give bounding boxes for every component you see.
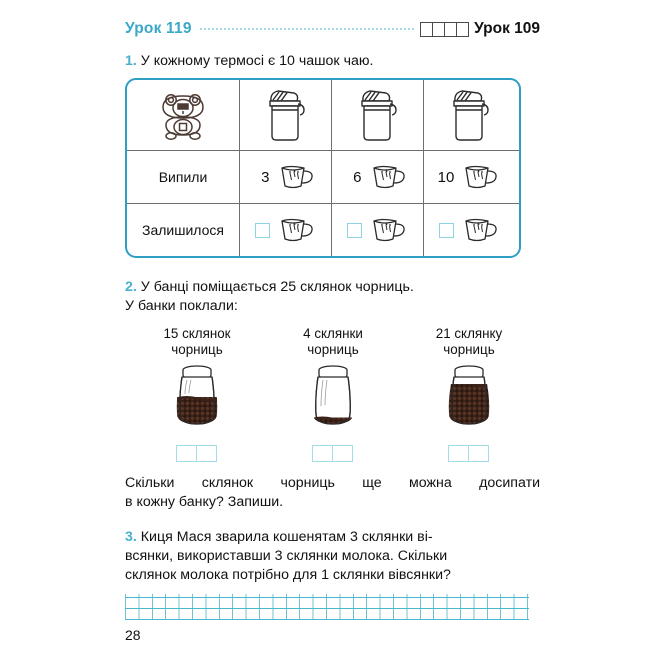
remaining-cell: [423, 204, 515, 256]
jar-illustration: [302, 362, 364, 441]
teacup-icon: [369, 214, 409, 246]
jar-label: 4 склянки чорниць: [303, 326, 363, 357]
thermos-cell: [423, 80, 515, 150]
task-1-text: [125, 52, 540, 71]
task-2-question: [125, 474, 540, 512]
header-answer-boxes: [421, 22, 469, 37]
jar-icon: [166, 362, 228, 436]
task-2-question-line2: в кожну банку? Запиши.: [125, 494, 284, 510]
page-header: [125, 0, 540, 48]
task-3-line1: Киця Мася зварила кошенятам 3 склянки ві-: [140, 529, 433, 545]
table-row: [127, 80, 519, 150]
remaining-cell: [331, 204, 423, 256]
drunk-count-cell: [423, 151, 515, 203]
lesson-number-right: Урок 109: [474, 20, 540, 37]
answer-box[interactable]: [332, 445, 353, 462]
table-row: [127, 203, 519, 256]
teacup-icon: [369, 161, 409, 193]
grid-line-middle: [125, 608, 529, 609]
answer-box[interactable]: [439, 223, 454, 238]
jars-row: [125, 326, 540, 462]
task-1-prompt: У кожному термосі є 10 чашок чаю.: [140, 53, 374, 69]
answer-box[interactable]: [448, 445, 469, 462]
jar-illustration: [438, 362, 500, 441]
answer-box[interactable]: [196, 445, 217, 462]
drunk-count-value: 6: [353, 168, 362, 186]
jar-answer-boxes: [313, 445, 352, 462]
bear-mascot-cell: [127, 80, 239, 150]
header-box[interactable]: [456, 22, 469, 37]
page-number: 28: [125, 627, 141, 643]
thermos-icon: [442, 86, 498, 144]
teacup-icon: [277, 214, 317, 246]
drunk-count-cell: [239, 151, 331, 203]
writing-grid[interactable]: [125, 594, 529, 620]
teacup-icon: [461, 214, 501, 246]
row-label-cell: [127, 204, 239, 256]
jar-icon: [302, 362, 364, 436]
task-3-line2: всянки, використавши 3 склянки молока. Скільки: [125, 548, 448, 564]
jar-answer-boxes: [449, 445, 488, 462]
teacup-icon: [461, 161, 501, 193]
task-2-number: 2.: [125, 279, 137, 295]
thermos-cell: [239, 80, 331, 150]
drunk-count-value: 10: [437, 168, 455, 186]
lesson-number-left: Урок 119: [125, 20, 192, 37]
jar-answer-boxes: [177, 445, 216, 462]
bear-mascot-icon: [157, 89, 209, 141]
teacup-icon: [277, 161, 317, 193]
thermos-icon: [258, 86, 314, 144]
drunk-count-cell: [331, 151, 423, 203]
answer-box[interactable]: [347, 223, 362, 238]
answer-box[interactable]: [176, 445, 197, 462]
jar-label: 15 склянок чорниць: [163, 326, 231, 357]
thermos-table: [125, 78, 521, 258]
task-1-number: 1.: [125, 53, 137, 69]
task-2-prompt-line1: У банці поміщається 25 склянок чорниць.: [140, 279, 414, 295]
jar-icon: [438, 362, 500, 436]
remaining-cell: [239, 204, 331, 256]
task-3-text: [125, 528, 540, 585]
answer-box[interactable]: [255, 223, 270, 238]
jar-item: [265, 326, 401, 462]
drunk-count-value: 3: [261, 168, 270, 186]
thermos-icon: [350, 86, 406, 144]
task-2-question-line1: Скільки склянок чорниць ще можна досипати: [125, 475, 540, 491]
dotted-rule-icon: [200, 27, 414, 32]
jar-item: [129, 326, 265, 462]
grid-line-top: [125, 597, 529, 598]
answer-box[interactable]: [312, 445, 333, 462]
grid-line-bottom: [125, 619, 529, 620]
jar-item: [401, 326, 537, 462]
row-label: Залишилося: [142, 222, 224, 238]
task-3-number: 3.: [125, 529, 137, 545]
page-content: [125, 0, 540, 643]
task-2-prompt-line2: У банки поклали:: [125, 298, 238, 314]
task-3-line3: склянок молока потрібно для 1 склянки вівсянки?: [125, 567, 451, 583]
answer-box[interactable]: [468, 445, 489, 462]
table-row: [127, 150, 519, 203]
jar-illustration: [166, 362, 228, 441]
thermos-cell: [331, 80, 423, 150]
row-label-cell: [127, 151, 239, 203]
jar-label: 21 склянку чорниць: [435, 326, 503, 357]
task-2-text: [125, 278, 540, 316]
row-label: Випили: [158, 169, 208, 185]
